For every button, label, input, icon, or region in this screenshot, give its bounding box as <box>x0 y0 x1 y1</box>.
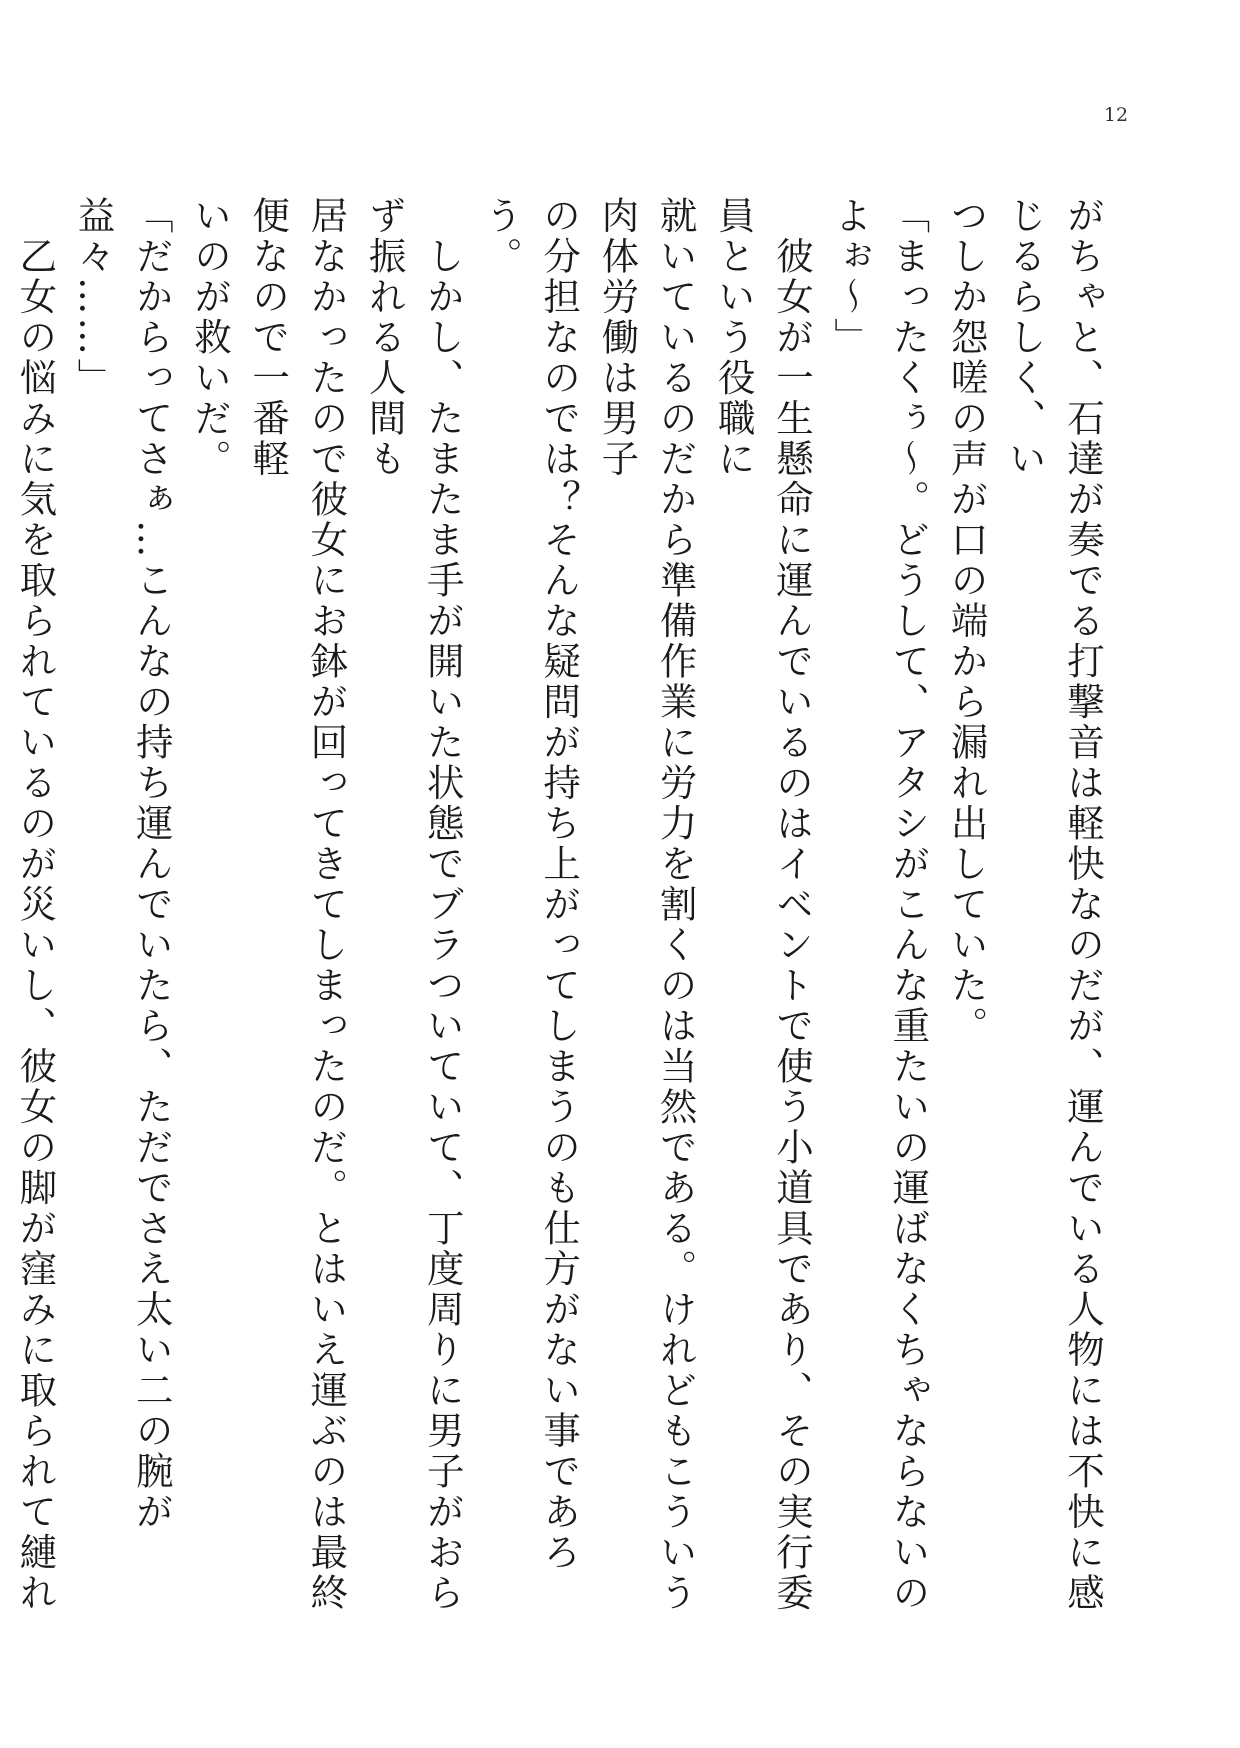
text-line-4: 彼女が一生懸命に運んでいるのはイベントで使う小道具であり、その実行委員という役職に <box>711 196 814 1614</box>
text-line-11: 乙女の悩みに気を取られているのが災いし、彼女の脚が窪みに取られて縺れ <box>13 236 58 1614</box>
text-line-10: 「だからってさぁ…こんなの持ち運んでいたら、ただでさえ太い二の腕が益々……」 <box>71 196 174 1533</box>
text-line-9: いのが救いだ。 <box>187 196 232 480</box>
text-line-2: つしか怨嗟の声が口の端から漏れ出していた。 <box>944 196 989 1047</box>
text-line-8: 居なかったので彼女にお鉢が回ってきてしまったのだ。とはいえ運ぶのは最終便なので一番軽 <box>246 196 349 1614</box>
text-line-5: 就いているのだから準備作業に労力を割くのは当然である。けれどもこういう肉体労働は男子 <box>595 196 698 1614</box>
text-line-1: がちゃと、石達が奏でる打撃音は軽快なのだが、運んでいる人物には不快に感じるらしく、い <box>1002 196 1105 1614</box>
text-line-3: 「まったくぅ〜。どうして、アタシがこんな重たいの運ばなくちゃならないのよぉ〜」 <box>828 196 931 1614</box>
page-number: 12 <box>1103 104 1129 126</box>
text-line-6: の分担なのでは？そんな疑問が持ち上がってしまうのも仕方がない事であろう。 <box>478 196 582 1573</box>
novel-body-text <box>13 196 1112 1636</box>
text-line-7: しかし、たまたま手が開いた状態でブラついていて、丁度周りに男子がおらず振れる人間も <box>362 196 465 1614</box>
